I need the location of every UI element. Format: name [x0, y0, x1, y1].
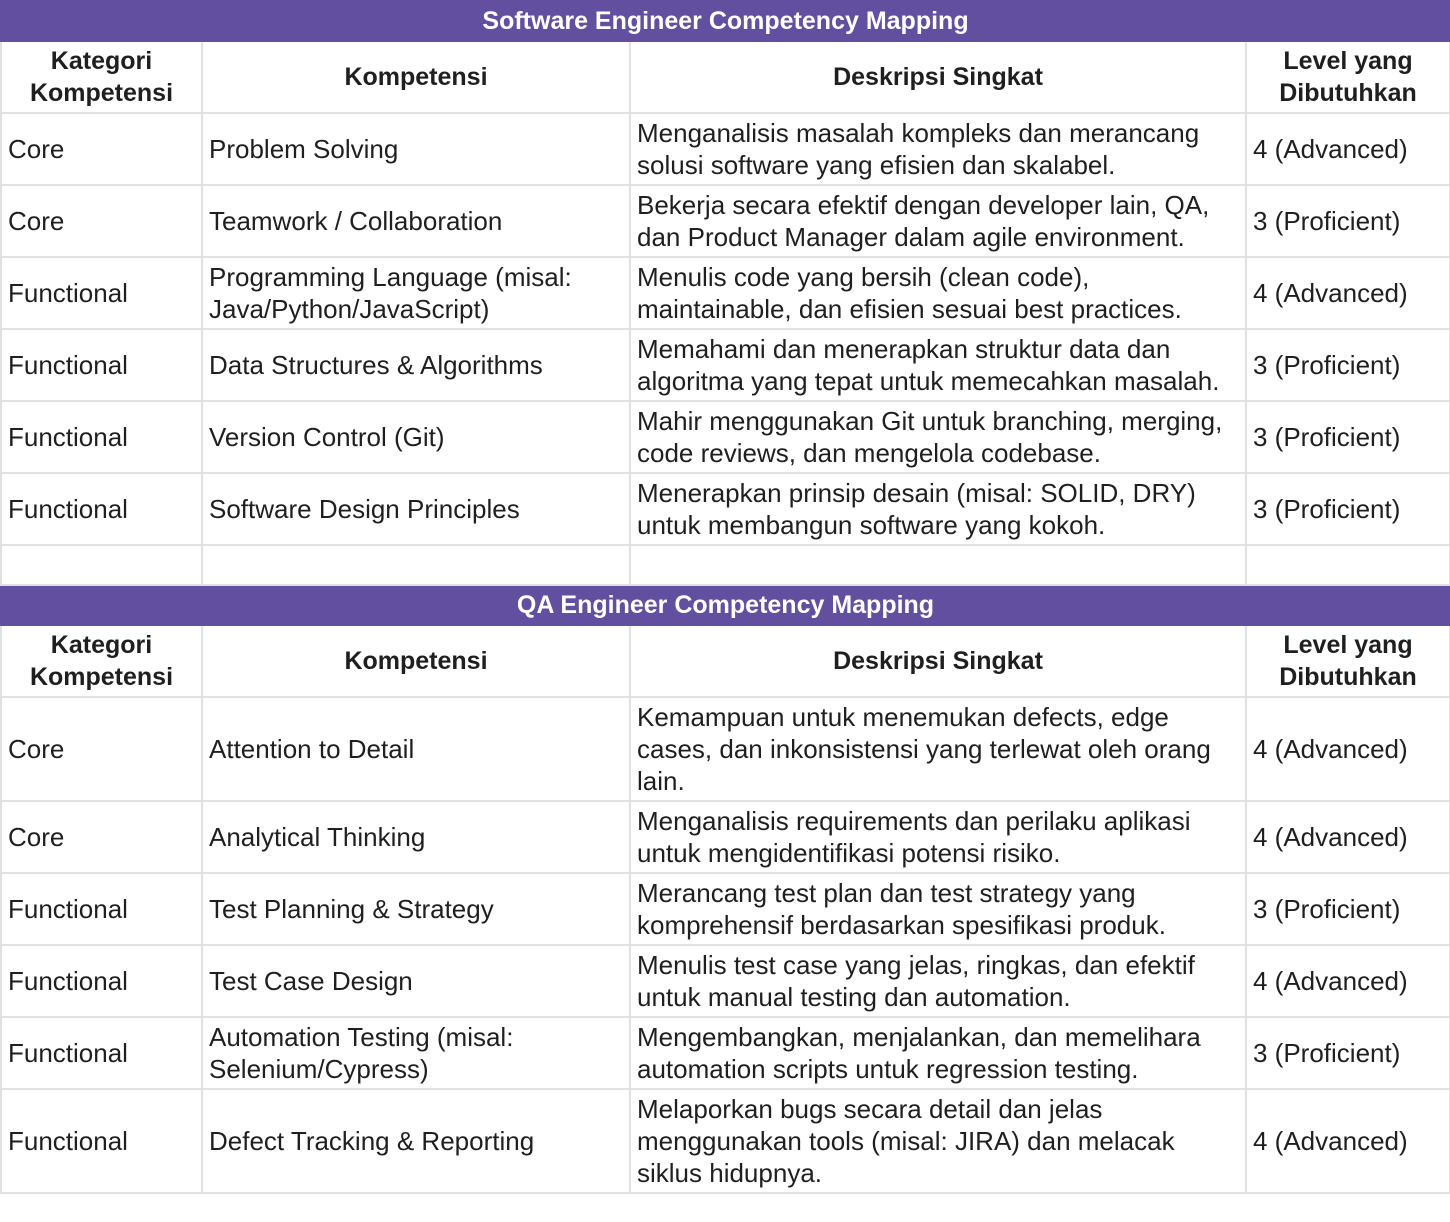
table-row	[1, 113, 1450, 185]
cell-deskripsi[interactable]: Menulis test case yang jelas, ringkas, dan efektif untuk manual testing dan automation.	[630, 945, 1246, 1017]
empty-cell[interactable]	[1246, 545, 1450, 585]
cell-kategori[interactable]: Functional	[1, 1089, 202, 1193]
table-row	[1, 329, 1450, 401]
cell-deskripsi[interactable]: Menganalisis masalah kompleks dan merancang solusi software yang efisien dan skalabel.	[630, 113, 1246, 185]
cell-level[interactable]: 4 (Advanced)	[1246, 1089, 1450, 1193]
cell-deskripsi[interactable]: Menganalisis requirements dan perilaku aplikasi untuk mengidentifikasi potensi risiko.	[630, 801, 1246, 873]
table-row	[1, 257, 1450, 329]
cell-deskripsi[interactable]: Bekerja secara efektif dengan developer lain, QA, dan Product Manager dalam agile environment.	[630, 185, 1246, 257]
cell-level[interactable]: 4 (Advanced)	[1246, 801, 1450, 873]
cell-kategori[interactable]: Functional	[1, 945, 202, 1017]
table-row	[1, 1017, 1450, 1089]
cell-level[interactable]: 3 (Proficient)	[1246, 473, 1450, 545]
cell-deskripsi[interactable]: Kemampuan untuk menemukan defects, edge cases, dan inkonsistensi yang terlewat oleh orang lain.	[630, 697, 1246, 801]
cell-kategori[interactable]: Functional	[1, 401, 202, 473]
cell-level[interactable]: 4 (Advanced)	[1246, 945, 1450, 1017]
cell-kategori[interactable]: Functional	[1, 473, 202, 545]
table-row	[1, 185, 1450, 257]
qa-title-row	[1, 585, 1450, 625]
cell-level[interactable]: 3 (Proficient)	[1246, 329, 1450, 401]
header-kategori[interactable]: Kategori Kompetensi	[1, 41, 202, 113]
cell-kategori[interactable]: Core	[1, 697, 202, 801]
cell-level[interactable]: 3 (Proficient)	[1246, 1017, 1450, 1089]
cell-kompetensi[interactable]: Problem Solving	[202, 113, 630, 185]
se-table-title[interactable]: Software Engineer Competency Mapping	[1, 1, 1450, 41]
cell-level[interactable]: 4 (Advanced)	[1246, 113, 1450, 185]
cell-deskripsi[interactable]: Melaporkan bugs secara detail dan jelas menggunakan tools (misal: JIRA) dan melacak siklus hidupnya.	[630, 1089, 1246, 1193]
table-row	[1, 401, 1450, 473]
cell-kompetensi[interactable]: Test Planning & Strategy	[202, 873, 630, 945]
cell-level[interactable]: 4 (Advanced)	[1246, 697, 1450, 801]
table-row	[1, 873, 1450, 945]
empty-cell[interactable]	[1, 545, 202, 585]
cell-deskripsi[interactable]: Menulis code yang bersih (clean code), maintainable, dan efisien sesuai best practices.	[630, 257, 1246, 329]
cell-kompetensi[interactable]: Analytical Thinking	[202, 801, 630, 873]
cell-kompetensi[interactable]: Version Control (Git)	[202, 401, 630, 473]
header-deskripsi[interactable]: Deskripsi Singkat	[630, 41, 1246, 113]
table-row	[1, 473, 1450, 545]
cell-kategori[interactable]: Functional	[1, 329, 202, 401]
cell-kategori[interactable]: Core	[1, 801, 202, 873]
cell-kompetensi[interactable]: Test Case Design	[202, 945, 630, 1017]
cell-deskripsi[interactable]: Memahami dan menerapkan struktur data dan algoritma yang tepat untuk memecahkan masalah.	[630, 329, 1246, 401]
cell-kategori[interactable]: Functional	[1, 1017, 202, 1089]
header-level[interactable]: Level yang Dibutuhkan	[1246, 41, 1450, 113]
table-row	[1, 945, 1450, 1017]
se-title-row	[1, 1, 1450, 41]
qa-table-title[interactable]: QA Engineer Competency Mapping	[1, 585, 1450, 625]
cell-level[interactable]: 4 (Advanced)	[1246, 257, 1450, 329]
cell-kategori[interactable]: Functional	[1, 257, 202, 329]
header-deskripsi[interactable]: Deskripsi Singkat	[630, 625, 1246, 697]
blank-row	[1, 545, 1450, 585]
cell-level[interactable]: 3 (Proficient)	[1246, 873, 1450, 945]
cell-kompetensi[interactable]: Defect Tracking & Reporting	[202, 1089, 630, 1193]
cell-level[interactable]: 3 (Proficient)	[1246, 401, 1450, 473]
cell-deskripsi[interactable]: Mahir menggunakan Git untuk branching, merging, code reviews, dan mengelola codebase.	[630, 401, 1246, 473]
header-kategori[interactable]: Kategori Kompetensi	[1, 625, 202, 697]
table-row	[1, 1089, 1450, 1193]
cell-deskripsi[interactable]: Menerapkan prinsip desain (misal: SOLID, DRY) untuk membangun software yang kokoh.	[630, 473, 1246, 545]
table-row	[1, 801, 1450, 873]
header-level[interactable]: Level yang Dibutuhkan	[1246, 625, 1450, 697]
cell-kompetensi[interactable]: Automation Testing (misal: Selenium/Cypress)	[202, 1017, 630, 1089]
cell-kategori[interactable]: Functional	[1, 873, 202, 945]
cell-kompetensi[interactable]: Teamwork / Collaboration	[202, 185, 630, 257]
cell-kompetensi[interactable]: Software Design Principles	[202, 473, 630, 545]
cell-kategori[interactable]: Core	[1, 113, 202, 185]
cell-level[interactable]: 3 (Proficient)	[1246, 185, 1450, 257]
cell-kompetensi[interactable]: Attention to Detail	[202, 697, 630, 801]
se-header-row	[1, 41, 1450, 113]
header-kompetensi[interactable]: Kompetensi	[202, 41, 630, 113]
cell-deskripsi[interactable]: Mengembangkan, menjalankan, dan memelihara automation scripts untuk regression testing.	[630, 1017, 1246, 1089]
table-row	[1, 697, 1450, 801]
qa-header-row	[1, 625, 1450, 697]
empty-cell[interactable]	[630, 545, 1246, 585]
cell-kompetensi[interactable]: Data Structures & Algorithms	[202, 329, 630, 401]
cell-kompetensi[interactable]: Programming Language (misal: Java/Python/JavaScript)	[202, 257, 630, 329]
cell-kategori[interactable]: Core	[1, 185, 202, 257]
header-kompetensi[interactable]: Kompetensi	[202, 625, 630, 697]
empty-cell[interactable]	[202, 545, 630, 585]
cell-deskripsi[interactable]: Merancang test plan dan test strategy yang komprehensif berdasarkan spesifikasi produk.	[630, 873, 1246, 945]
